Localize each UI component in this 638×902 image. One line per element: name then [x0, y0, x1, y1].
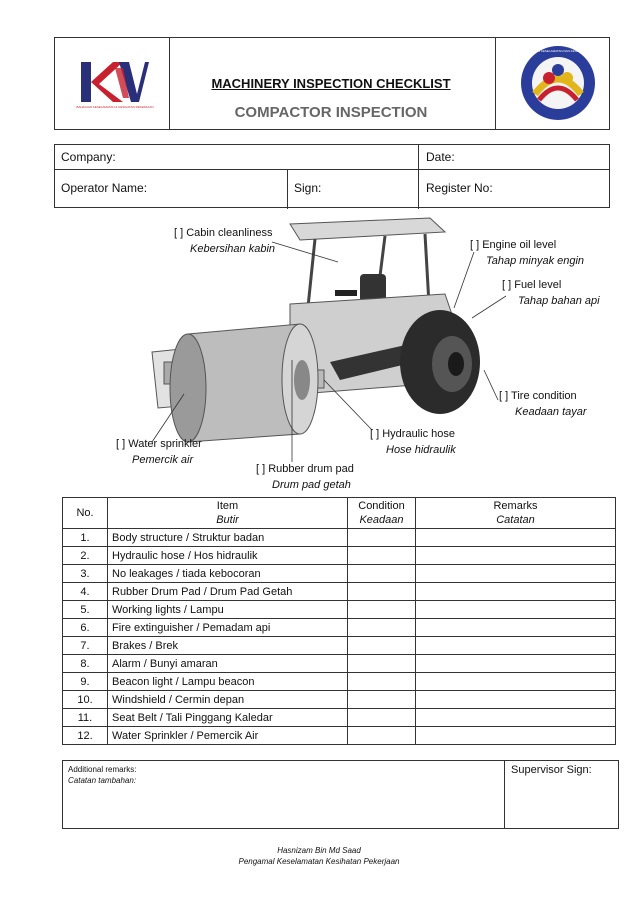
page-subtitle: COMPACTOR INSPECTION — [234, 104, 428, 121]
footer-role: Pengamal Keselamatan Kesihatan Pekerjaan — [238, 857, 400, 866]
footer-name: Hasnizam Bin Md Saad — [277, 846, 361, 855]
row-number: 8. — [63, 655, 108, 673]
sign-field[interactable]: Sign: — [294, 181, 322, 195]
table-row — [63, 565, 616, 583]
row-number: 5. — [63, 601, 108, 619]
row-condition-cell[interactable] — [348, 583, 416, 601]
operator-name-field[interactable]: Operator Name: — [61, 181, 148, 195]
page-title: MACHINERY INSPECTION CHECKLIST — [211, 76, 451, 91]
supervisor-sign-field[interactable]: Supervisor Sign: — [511, 764, 592, 776]
row-item: Seat Belt / Tali Pinggang Kaledar — [108, 709, 348, 727]
row-item: No leakages / tiada kebocoran — [108, 565, 348, 583]
label-cabin-cleanliness: [ ] Cabin cleanliness Kebersihan kabin — [174, 227, 276, 255]
row-remarks-cell[interactable] — [416, 709, 616, 727]
row-item: Water Sprinkler / Pemercik Air — [108, 727, 348, 745]
row-item: Brakes / Brek — [108, 637, 348, 655]
table-header-row — [63, 498, 616, 529]
table-row — [63, 709, 616, 727]
row-remarks-cell[interactable] — [416, 529, 616, 547]
row-number: 12. — [63, 727, 108, 745]
row-condition-cell[interactable] — [348, 547, 416, 565]
row-condition-cell[interactable] — [348, 529, 416, 547]
row-remarks-cell[interactable] — [416, 637, 616, 655]
row-remarks-cell[interactable] — [416, 547, 616, 565]
row-item: Rubber Drum Pad / Drum Pad Getah — [108, 583, 348, 601]
col-item-header: Item Butir — [108, 498, 348, 529]
label-rubber-drum-pad: [ ] Rubber drum pad Drum pad getah — [256, 463, 354, 491]
col-remarks-header: Remarks Catatan — [416, 498, 616, 529]
row-item: Windshield / Cermin depan — [108, 691, 348, 709]
additional-remarks-field[interactable]: Additional remarks: Catatan tambahan: — [68, 765, 137, 785]
row-number: 6. — [63, 619, 108, 637]
row-number: 10. — [63, 691, 108, 709]
date-field[interactable]: Date: — [426, 150, 455, 164]
row-remarks-cell[interactable] — [416, 727, 616, 745]
row-condition-cell[interactable] — [348, 727, 416, 745]
row-number: 3. — [63, 565, 108, 583]
row-number: 2. — [63, 547, 108, 565]
company-field[interactable]: Company: — [61, 150, 116, 164]
table-row — [63, 727, 616, 745]
row-number: 1. — [63, 529, 108, 547]
inspection-table — [62, 497, 616, 745]
table-row — [63, 673, 616, 691]
row-condition-cell[interactable] — [348, 619, 416, 637]
table-row — [63, 619, 616, 637]
row-remarks-cell[interactable] — [416, 619, 616, 637]
agency-seal-text: JABATAN KESELAMATAN DAN KESIHATAN PEKERJAAN — [527, 49, 606, 53]
table-row — [63, 583, 616, 601]
label-hydraulic-hose: [ ] Hydraulic hose Hose hidraulik — [370, 428, 456, 456]
row-item: Alarm / Bunyi amaran — [108, 655, 348, 673]
col-no-header: No. — [63, 498, 108, 529]
row-remarks-cell[interactable] — [416, 655, 616, 673]
row-condition-cell[interactable] — [348, 673, 416, 691]
label-tire-condition: [ ] Tire condition Keadaan tayar — [499, 390, 587, 418]
col-condition-header: Condition Keadaan — [348, 498, 416, 529]
label-engine-oil: [ ] Engine oil level Tahap minyak engin — [470, 239, 585, 267]
row-remarks-cell[interactable] — [416, 601, 616, 619]
row-number: 9. — [63, 673, 108, 691]
row-remarks-cell[interactable] — [416, 583, 616, 601]
row-condition-cell[interactable] — [348, 709, 416, 727]
remarks-box — [62, 760, 619, 829]
row-number: 4. — [63, 583, 108, 601]
label-fuel-level: [ ] Fuel level Tahap bahan api — [502, 279, 600, 307]
row-remarks-cell[interactable] — [416, 673, 616, 691]
row-condition-cell[interactable] — [348, 691, 416, 709]
row-item: Hydraulic hose / Hos hidraulik — [108, 547, 348, 565]
table-row — [63, 601, 616, 619]
register-no-field[interactable]: Register No: — [426, 181, 493, 195]
row-item: Fire extinguisher / Pemadam api — [108, 619, 348, 637]
label-water-sprinkler: [ ] Water sprinkler Pemercik air — [116, 438, 202, 466]
row-item: Beacon light / Lampu beacon — [108, 673, 348, 691]
company-logo-text: BAHAGIAN KESELAMATAN & KESIHATAN PEKERJAAN — [76, 105, 154, 109]
row-item: Working lights / Lampu — [108, 601, 348, 619]
table-row — [63, 547, 616, 565]
table-row — [63, 691, 616, 709]
row-condition-cell[interactable] — [348, 655, 416, 673]
row-condition-cell[interactable] — [348, 565, 416, 583]
row-number: 7. — [63, 637, 108, 655]
row-remarks-cell[interactable] — [416, 691, 616, 709]
row-condition-cell[interactable] — [348, 601, 416, 619]
row-remarks-cell[interactable] — [416, 565, 616, 583]
table-row — [63, 637, 616, 655]
row-item: Body structure / Struktur badan — [108, 529, 348, 547]
row-condition-cell[interactable] — [348, 637, 416, 655]
table-row — [63, 655, 616, 673]
row-number: 11. — [63, 709, 108, 727]
table-row — [63, 529, 616, 547]
